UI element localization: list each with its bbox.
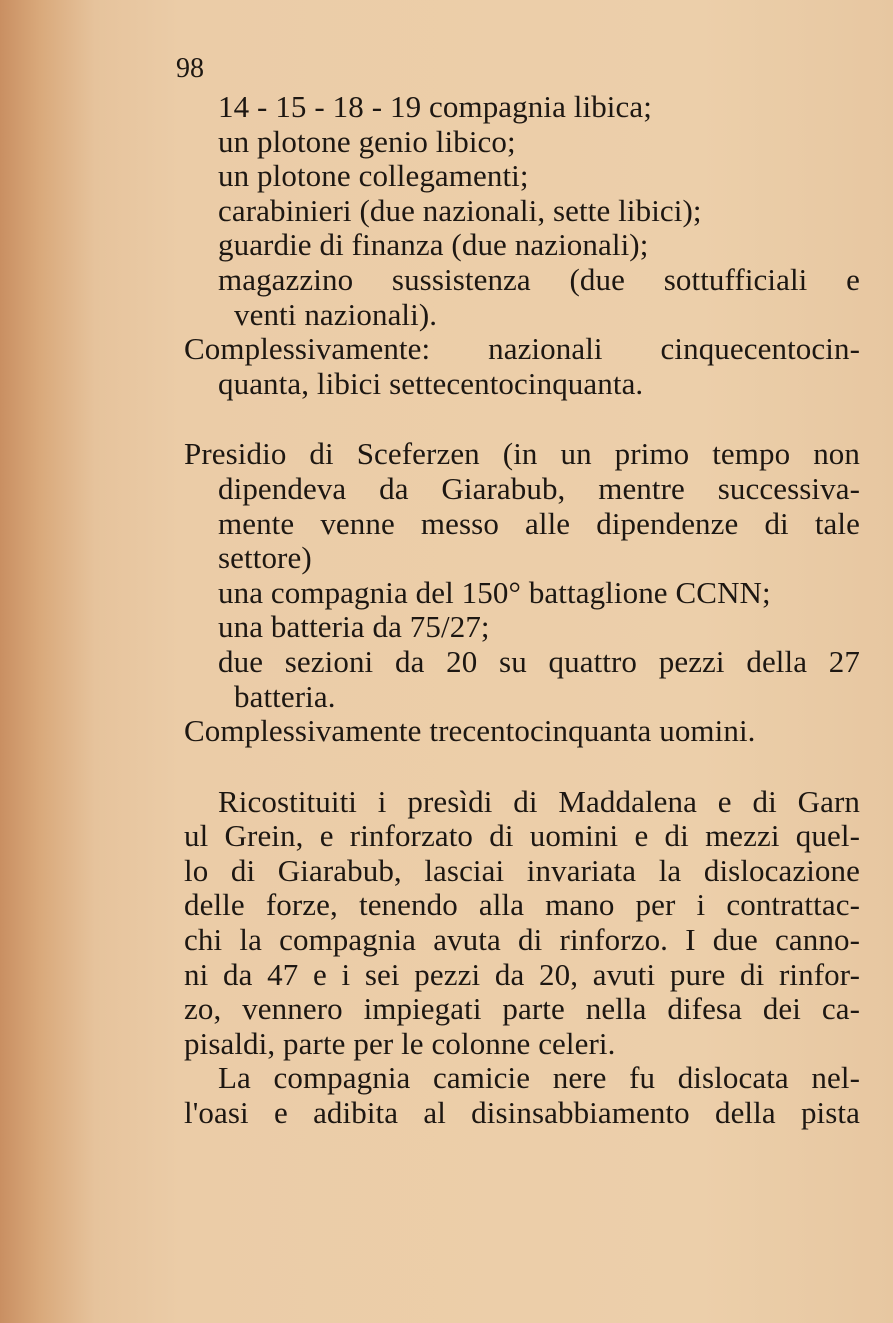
text-line: quanta, libici settecentocinquanta.: [218, 365, 644, 401]
text-line: un plotone collegamenti;: [218, 158, 529, 194]
text-line: guardie di finanza (due nazionali);: [218, 227, 649, 263]
text-line: magazzino sussistenza (due sottufficiali e: [218, 261, 860, 297]
text-line: un plotone genio libico;: [218, 123, 516, 159]
sceferzen-garrison: [184, 437, 860, 748]
narrative-paragraph: [184, 785, 860, 1131]
text-line: 14 - 15 - 18 - 19 compagnia libica;: [218, 89, 652, 124]
text-line: ni da 47 e i sei pezzi da 20, avuti pure di rinfor-: [184, 956, 860, 992]
text-line: delle forze, tenendo alla mano per i contrattac-: [184, 887, 860, 923]
text-line: batteria.: [234, 678, 336, 714]
text-line: lo di Giarabub, lasciai invariata la dislocazione: [184, 852, 860, 888]
text-line: Complessivamente: nazionali cinquecentocin-: [184, 331, 860, 367]
text-line: Ricostituiti i presìdi di Maddalena e di Garn: [218, 783, 860, 819]
text-line: ul Grein, e rinforzato di uomini e di mezzi quel-: [184, 818, 860, 854]
paragraph-spacer: [184, 749, 860, 785]
libyan-units-list: [184, 90, 860, 401]
page-text: [184, 90, 860, 1131]
text-line: pisaldi, parte per le colonne celeri.: [184, 1025, 616, 1061]
text-line: due sezioni da 20 su quattro pezzi della 27: [218, 643, 860, 679]
text-line: zo, vennero impiegati parte nella difesa dei ca-: [184, 991, 860, 1027]
text-line: Presidio di Sceferzen (in un primo tempo non: [184, 436, 860, 472]
text-line: La compagnia camicie nere fu dislocata nel-: [218, 1060, 860, 1096]
text-line: settore): [218, 540, 312, 576]
text-line: una compagnia del 150° battaglione CCNN;: [218, 574, 771, 610]
paragraph-spacer: [184, 401, 860, 437]
text-line: l'oasi e adibita al disinsabbiamento della pista: [184, 1095, 860, 1131]
text-line: mente venne messo alle dipendenze di tale: [218, 505, 860, 541]
text-line: chi la compagnia avuta di rinforzo. I due canno-: [184, 922, 860, 958]
text-line: una batteria da 75/27;: [218, 609, 490, 645]
text-line: dipendeva da Giarabub, mentre successiva-: [218, 470, 860, 506]
text-line: carabinieri (due nazionali, sette libici);: [218, 192, 702, 228]
page-number: 98: [176, 53, 204, 84]
text-line: venti nazionali).: [234, 296, 438, 332]
text-line: Complessivamente trecentocinquanta uomini.: [184, 713, 756, 749]
